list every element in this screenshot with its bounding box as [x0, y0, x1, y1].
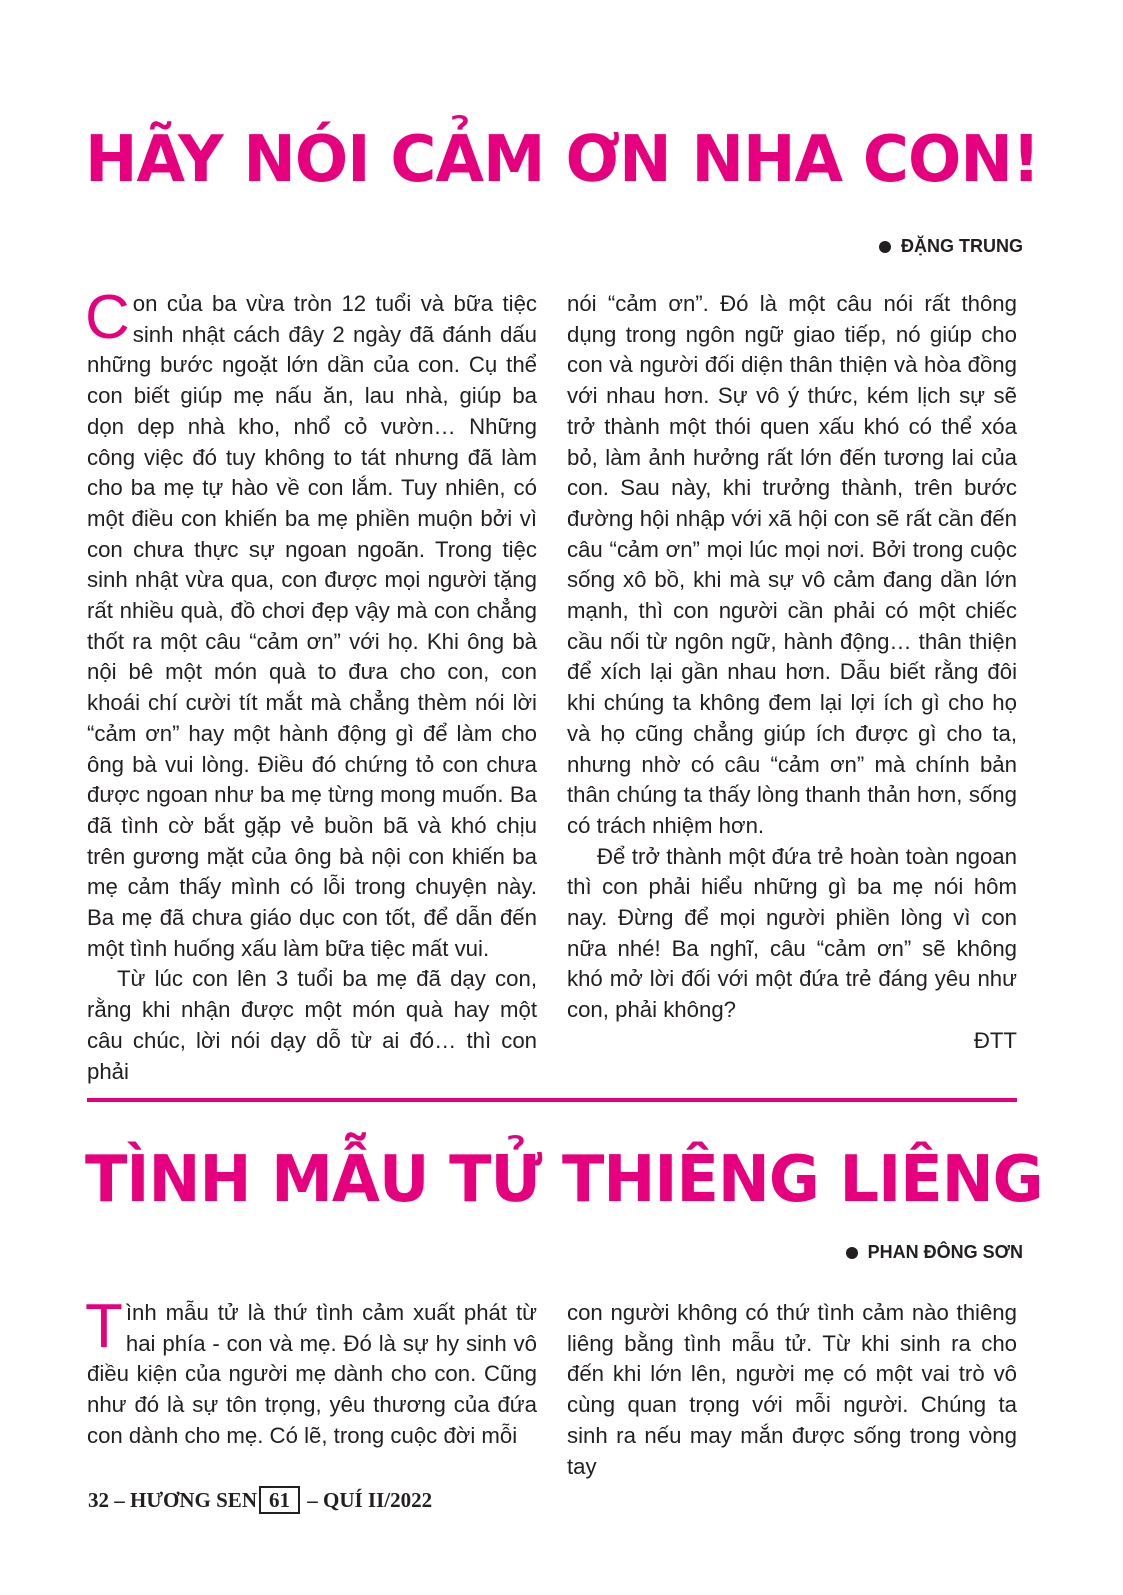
bullet-icon — [846, 1247, 858, 1259]
section-divider — [87, 1098, 1017, 1102]
page-footer — [88, 1486, 432, 1514]
paragraph: Để trở thành một đứa trẻ hoàn toàn ngoan thì con phải hiểu những gì ba mẹ nói hôm nay. Đừng để mọi người phiền lòng vì con nữa nhé! Ba nghĩ, câu “cảm ơn” sẽ không khó mở lời đối với một đứa trẻ đáng yêu như con, phải không? — [567, 843, 1017, 1023]
drop-cap: T — [85, 1292, 123, 1361]
bullet-icon — [879, 241, 891, 253]
issue-number: 61 — [259, 1486, 300, 1514]
paragraph — [85, 283, 537, 964]
article-title-1: HÃY NÓI CẢM ƠN NHA CON! — [85, 123, 1040, 197]
paragraph: Từ lúc con lên 3 tuổi ba mẹ đã dạy con, rằng khi nhận được một món quà hay một câu chúc, lời nói dạy dỗ từ ai đó… thì con phải — [87, 966, 537, 1084]
paragraph-continued: con người không có thứ tình cảm nào thiêng liêng bằng tình mẫu tử. Từ khi sinh ra cho đến khi lớn lên, người mẹ có một vai trò vô cùng quan trọng với mỗi người. Chúng ta sinh ra nếu may mắn được sống trong vòng tay — [567, 1300, 1017, 1479]
magazine-name: HƯƠNG SEN — [130, 1488, 257, 1512]
author-byline-1 — [879, 236, 1023, 257]
paragraph-text: ình mẫu tử là thứ tình cảm xuất phát từ hai phía - con và mẹ. Đó là sự hy sinh vô điều kiện của người mẹ dành cho con. Cũng như đó là sự tôn trọng, yêu thương của đứa con dành cho mẹ. Có lẽ, trong cuộc đời mỗi — [87, 1300, 537, 1448]
paragraph-text: on của ba vừa tròn 12 tuổi và bữa tiệc sinh nhật cách đây 2 ngày đã đánh dấu những bước ngoặt lớn dần của con. Cụ thể con biết giúp mẹ nấu ăn, lau nhà, giúp ba dọn dẹp nhà kho, nhổ cỏ vườn… Những công việc đó tuy không to tát nhưng đã làm cho ba mẹ tự hào về con lắm. Tuy nhiên, có một điều con khiến ba mẹ phiền muộn bởi vì con chưa thực sự ngoan ngoãn. Trong tiệc sinh nhật vừa qua, con được mọi người tặng rất nhiều quà, đồ chơi đẹp vậy mà con chẳng thốt ra một câu “cảm ơn” với họ. Khi ông bà nội bê một món quà to đưa cho con, con khoái chí cười tít mắt mà chẳng thèm nói lời “cảm ơn” hay một hành động gì để làm cho ông bà vui lòng. Điều đó chứng tỏ con chưa được ngoan như ba mẹ từng mong muốn. Ba đã tình cờ bắt gặp vẻ buồn bã và khó chịu trên gương mặt của ông bà nội con khiến ba mẹ cảm thấy mình có lỗi trong chuyện này. Ba mẹ đã chưa giáo dục con tốt, để dẫn đến một tình huống xấu làm bữa tiệc mất vui. — [87, 291, 537, 961]
page-number: 32 — [88, 1488, 109, 1512]
signature: ĐTT — [973, 1027, 1017, 1053]
article-title-2: TÌNH MẪU TỬ THIÊNG LIÊNG — [85, 1143, 1043, 1217]
separator: – — [114, 1488, 125, 1512]
author-name: PHAN ĐÔNG SƠN — [867, 1242, 1023, 1262]
article2-column-right — [567, 1298, 1017, 1482]
article1-column-right — [567, 289, 1017, 1057]
paragraph-continued: nói “cảm ơn”. Đó là một câu nói rất thông dụng trong ngôn ngữ giao tiếp, nó giúp cho con và người đối diện thân thiện và hòa đồng với nhau hơn. Sự vô ý thức, kém lịch sự sẽ trở thành một thói quen xấu khó có thể xóa bỏ, làm ảnh hưởng rất lớn đến tương lai của con. Sau này, khi trưởng thành, trên bước đường hội nhập với xã hội con sẽ rất cần đến câu “cảm ơn” mọi lúc mọi nơi. Bởi trong cuộc sống xô bồ, khi mà sự vô cảm đang dần lớn mạnh, thì con người cần phải có một chiếc cầu nối từ ngôn ngữ, hành động… thân thiện để xích lại gần nhau hơn. Dẫu biết rằng đôi khi chúng ta không đem lại lợi ích gì cho họ và họ cũng chẳng giúp ích được gì cho ta, nhưng nhờ có câu “cảm ơn” mà chính bản thân chúng ta thấy lòng thanh thản hơn, sống có trách nhiệm hơn. — [567, 291, 1017, 838]
article1-column-left — [85, 283, 537, 1087]
author-name: ĐẶNG TRUNG — [901, 236, 1023, 256]
issue-period: QUÍ II/2022 — [322, 1488, 433, 1512]
paragraph — [85, 1292, 537, 1452]
author-byline-2 — [846, 1242, 1023, 1263]
article2-column-left — [85, 1292, 537, 1452]
drop-cap: C — [85, 283, 130, 352]
separator: – — [307, 1488, 318, 1512]
